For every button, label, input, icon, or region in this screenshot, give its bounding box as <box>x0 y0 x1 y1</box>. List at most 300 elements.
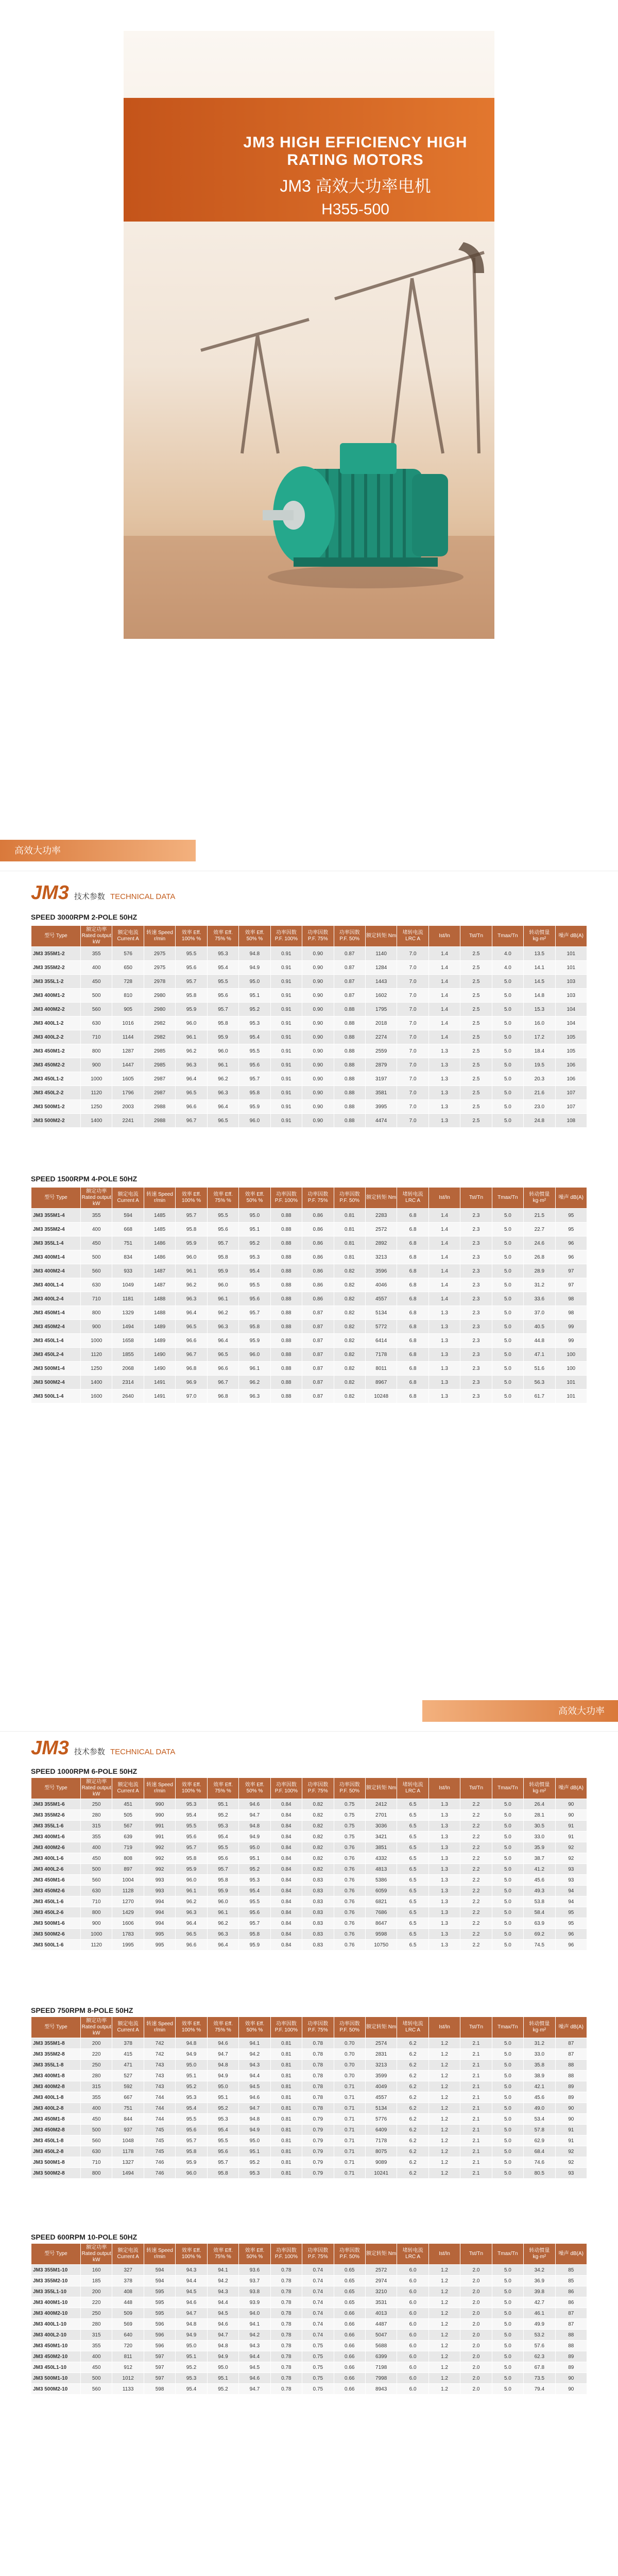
table-cell: 95.0 <box>239 975 270 989</box>
table-row <box>31 989 587 1003</box>
table-cell: 6.8 <box>397 1292 428 1306</box>
tech-table-10pole <box>31 2243 587 2395</box>
table-cell: 0.78 <box>270 2362 302 2373</box>
table-cell: 94.3 <box>176 2265 207 2276</box>
table-cell: 994 <box>144 1896 175 1907</box>
column-header: 额定转矩 Nm <box>365 926 397 947</box>
table-cell: 1000 <box>81 1334 112 1348</box>
table-cell: 24.6 <box>524 1236 555 1250</box>
table-cell: 5.0 <box>492 2071 523 2081</box>
table-cell: JM3 450L2-4 <box>31 1348 81 1362</box>
table-cell: 0.78 <box>302 2049 334 2060</box>
table-cell: 746 <box>144 2157 175 2168</box>
table-cell: 1400 <box>81 1376 112 1389</box>
table-cell: 0.88 <box>334 1003 365 1016</box>
table-cell: 7.0 <box>397 1003 428 1016</box>
table-cell: 57.8 <box>524 2125 555 2136</box>
table-cell: 594 <box>112 1209 144 1223</box>
table-cell: 95.2 <box>176 2081 207 2092</box>
table-cell: 0.81 <box>270 2114 302 2125</box>
table-cell: 0.88 <box>270 1334 302 1348</box>
table-cell: 1.2 <box>428 2157 460 2168</box>
hero-title-cn: JM3 高效大功率电机 <box>280 177 431 195</box>
table-cell: 6.2 <box>397 2060 428 2071</box>
table-cell: 1490 <box>144 1348 175 1362</box>
table-cell: 105 <box>555 1044 587 1058</box>
table-cell: 0.78 <box>270 2265 302 2276</box>
table-row <box>31 2341 587 2351</box>
table-cell: JM3 500M1-2 <box>31 1100 81 1114</box>
table-row <box>31 1864 587 1875</box>
table-cell: JM3 500M1-4 <box>31 1362 81 1376</box>
table-cell: JM3 355M1-4 <box>31 1209 81 1223</box>
table-cell: 94.8 <box>207 2060 238 2071</box>
table-cell: 5.0 <box>492 2319 523 2330</box>
table-cell: 0.88 <box>334 1100 365 1114</box>
table-cell: 96.5 <box>207 1114 238 1128</box>
table-cell: 5.0 <box>492 2049 523 2060</box>
table-cell: 1.2 <box>428 2276 460 2286</box>
table-cell: 2412 <box>365 1799 397 1810</box>
table-cell: 1.3 <box>428 1334 460 1348</box>
table-row <box>31 1348 587 1362</box>
table-cell: JM3 400L1-2 <box>31 1016 81 1030</box>
column-header: 堵转电流 LRC A <box>397 1778 428 1799</box>
table-cell: 2.2 <box>460 1907 492 1918</box>
column-header: Ist/In <box>428 1778 460 1799</box>
table-cell: 990 <box>144 1799 175 1810</box>
table-cell: 745 <box>144 2125 175 2136</box>
hero-title-en: JM3 HIGH EFFICIENCY HIGH RATING MOTORS <box>243 134 468 168</box>
table-cell: 1270 <box>112 1896 144 1907</box>
table-cell: 400 <box>81 1842 112 1853</box>
table-cell: 96.1 <box>207 1058 238 1072</box>
table-cell: 6.0 <box>397 2297 428 2308</box>
table-cell: 0.82 <box>334 1389 365 1403</box>
table-cell: 95.3 <box>239 1250 270 1264</box>
table-cell: 710 <box>81 1292 112 1306</box>
table-cell: 92 <box>555 1853 587 1864</box>
table-cell: 1120 <box>81 1940 112 1951</box>
column-header: Tst/Tn <box>460 2244 492 2265</box>
column-header: 效率 Eff. 100% % <box>176 1188 207 1209</box>
table-cell: JM3 400L1-4 <box>31 1278 81 1292</box>
column-header: 效率 Eff. 75% % <box>207 2244 238 2265</box>
table-cell: 96.3 <box>207 1086 238 1100</box>
table-cell: 7.0 <box>397 1072 428 1086</box>
table-cell: 14.8 <box>524 989 555 1003</box>
table-cell: 107 <box>555 1100 587 1114</box>
table-cell: 1.3 <box>428 1114 460 1128</box>
table-cell: 5134 <box>365 1306 397 1320</box>
table-cell: 87 <box>555 2038 587 2049</box>
table-cell: 1128 <box>112 1886 144 1896</box>
table-cell: 44.8 <box>524 1334 555 1348</box>
table-cell: 500 <box>81 2125 112 2136</box>
table-cell: 5.0 <box>492 2092 523 2103</box>
speed-label-e: SPEED 600RPM 10-POLE 50HZ <box>31 2233 138 2241</box>
table-cell: 6.5 <box>397 1886 428 1896</box>
table-cell: 742 <box>144 2038 175 2049</box>
table-cell: 7.0 <box>397 1058 428 1072</box>
table-cell: 742 <box>144 2049 175 2060</box>
table-cell: JM3 400M1-6 <box>31 1832 81 1842</box>
column-header: 效率 Eff. 100% % <box>176 2244 207 2265</box>
table-cell: 6.5 <box>397 1896 428 1907</box>
table-cell: 0.65 <box>334 2297 365 2308</box>
table-cell: 95.7 <box>239 1306 270 1320</box>
table-cell: 1.3 <box>428 1918 460 1929</box>
table-cell: JM3 450M2-10 <box>31 2351 81 2362</box>
column-header: 型号 Type <box>31 926 81 947</box>
table-cell: JM3 450M2-4 <box>31 1320 81 1334</box>
table-cell: 500 <box>81 1864 112 1875</box>
column-header: 效率 Eff. 75% % <box>207 926 238 947</box>
table-cell: 0.74 <box>302 2265 334 2276</box>
table-cell: 0.74 <box>302 2286 334 2297</box>
table-cell: 2.0 <box>460 2276 492 2286</box>
table-cell: 96.1 <box>207 1907 238 1918</box>
table-cell: 250 <box>81 2308 112 2319</box>
table-cell: 5.0 <box>492 1842 523 1853</box>
table-cell: 94.1 <box>207 2265 238 2276</box>
table-cell: 1488 <box>144 1306 175 1320</box>
table-cell: 2.5 <box>460 1100 492 1114</box>
table-cell: JM3 355M2-6 <box>31 1810 81 1821</box>
table-cell: 95.8 <box>207 1875 238 1886</box>
table-cell: 6.0 <box>397 2341 428 2351</box>
table-cell: JM3 450L1-2 <box>31 1072 81 1086</box>
table-row <box>31 2146 587 2157</box>
table-cell: 595 <box>144 2308 175 2319</box>
table-cell: 95.1 <box>176 2351 207 2362</box>
table-cell: 5.0 <box>492 2297 523 2308</box>
table-cell: 1.2 <box>428 2136 460 2146</box>
brand-en: TECHNICAL DATA <box>110 1748 176 1756</box>
table-cell: 1120 <box>81 1348 112 1362</box>
table-cell: 94.2 <box>239 2330 270 2341</box>
table-cell: 8647 <box>365 1918 397 1929</box>
table-cell: 40.5 <box>524 1320 555 1334</box>
table-cell: 0.90 <box>302 1072 334 1086</box>
table-cell: 1.3 <box>428 1799 460 1810</box>
table-cell: 90 <box>555 2373 587 2384</box>
table-cell: 1120 <box>81 1086 112 1100</box>
table-cell: 1.4 <box>428 1003 460 1016</box>
table-cell: 0.84 <box>270 1940 302 1951</box>
table-cell: 96.0 <box>239 1114 270 1128</box>
table-cell: 42.1 <box>524 2081 555 2092</box>
table-cell: 811 <box>112 2351 144 2362</box>
column-header: 效率 Eff. 50% % <box>239 1188 270 1209</box>
table-cell: 95.6 <box>176 2125 207 2136</box>
table-row <box>31 1058 587 1072</box>
table-cell: 0.76 <box>334 1940 365 1951</box>
table-cell: 0.82 <box>334 1292 365 1306</box>
table-cell: 5.0 <box>492 1100 523 1114</box>
table-cell: 94.5 <box>239 2081 270 2092</box>
table-cell: 6.8 <box>397 1278 428 1292</box>
table-row <box>31 2125 587 2136</box>
table-cell: 650 <box>112 961 144 975</box>
table-cell: 95.5 <box>239 1896 270 1907</box>
table-cell: 0.84 <box>270 1810 302 1821</box>
table-cell: 1.2 <box>428 2060 460 2071</box>
column-header: 转速 Speed r/min <box>144 926 175 947</box>
table-cell: 1.2 <box>428 2071 460 2081</box>
table-cell: 95.5 <box>176 1821 207 1832</box>
table-cell: 560 <box>81 2384 112 2395</box>
table-cell: 0.88 <box>270 1376 302 1389</box>
table-cell: 96.5 <box>176 1929 207 1940</box>
column-header: Ist/In <box>428 926 460 947</box>
table-cell: 630 <box>81 1016 112 1030</box>
table-cell: 93.9 <box>239 2297 270 2308</box>
table-cell: 1489 <box>144 1334 175 1348</box>
table-cell: 595 <box>144 2286 175 2297</box>
table-cell: 95.8 <box>176 989 207 1003</box>
table-cell: 1016 <box>112 1016 144 1030</box>
table-cell: 2283 <box>365 1209 397 1223</box>
table-cell: 2.3 <box>460 1376 492 1389</box>
table-cell: 2.5 <box>460 1030 492 1044</box>
table-cell: 0.86 <box>302 1250 334 1264</box>
table-cell: 2018 <box>365 1016 397 1030</box>
table-cell: 1.2 <box>428 2319 460 2330</box>
table-cell: 7.0 <box>397 1086 428 1100</box>
table-cell: 5.0 <box>492 1907 523 1918</box>
table-cell: 49.9 <box>524 2319 555 2330</box>
table-cell: 2572 <box>365 1223 397 1236</box>
table-row <box>31 2276 587 2286</box>
table-cell: 1287 <box>112 1044 144 1058</box>
table-cell: 2.3 <box>460 1278 492 1292</box>
table-row <box>31 2157 587 2168</box>
table-cell: 280 <box>81 2071 112 2081</box>
table-cell: 744 <box>144 2103 175 2114</box>
table-cell: 745 <box>144 2146 175 2157</box>
table-cell: 87 <box>555 2049 587 2060</box>
table-cell: 378 <box>112 2038 144 2049</box>
table-cell: 95.3 <box>207 2114 238 2125</box>
table-cell: 744 <box>144 2092 175 2103</box>
table-cell: 95.7 <box>176 1209 207 1223</box>
table-cell: 0.66 <box>334 2351 365 2362</box>
table-cell: 35.9 <box>524 1842 555 1853</box>
table-cell: 86 <box>555 2286 587 2297</box>
table-cell: 6.5 <box>397 1842 428 1853</box>
table-cell: 2.2 <box>460 1886 492 1896</box>
hero-panel <box>124 31 494 639</box>
table-cell: 448 <box>112 2297 144 2308</box>
table-cell: 5.0 <box>492 1058 523 1072</box>
table-cell: 98 <box>555 1306 587 1320</box>
table-cell: 810 <box>112 989 144 1003</box>
table-cell: 355 <box>81 1832 112 1842</box>
table-cell: 576 <box>112 947 144 961</box>
table-cell: 0.76 <box>334 1918 365 1929</box>
table-cell: 597 <box>144 2351 175 2362</box>
table-cell: 5.0 <box>492 2103 523 2114</box>
table-cell: 2.2 <box>460 1940 492 1951</box>
table-cell: 95.4 <box>207 961 238 975</box>
column-header: Tmax/Tn <box>492 2244 523 2265</box>
table-cell: 355 <box>81 947 112 961</box>
table-cell: 2978 <box>144 975 175 989</box>
table-cell: 0.66 <box>334 2308 365 2319</box>
column-header: 型号 Type <box>31 1778 81 1799</box>
table-cell: 1.4 <box>428 947 460 961</box>
table-cell: 800 <box>81 2168 112 2179</box>
table-cell: 26.4 <box>524 1799 555 1810</box>
table-cell: 2.5 <box>460 1016 492 1030</box>
table-row <box>31 1842 587 1853</box>
table-cell: 0.78 <box>270 2384 302 2395</box>
table-row <box>31 1292 587 1306</box>
table-cell: 744 <box>144 2114 175 2125</box>
table-cell: 0.87 <box>302 1362 334 1376</box>
table-cell: 2274 <box>365 1030 397 1044</box>
table-cell: 1487 <box>144 1264 175 1278</box>
table-cell: 94 <box>555 1886 587 1896</box>
table-cell: 96.7 <box>176 1348 207 1362</box>
table-cell: 96.4 <box>207 1100 238 1114</box>
table-row <box>31 1250 587 1264</box>
table-cell: 95.7 <box>239 1072 270 1086</box>
table-cell: 6.2 <box>397 2038 428 2049</box>
table-cell: 106 <box>555 1072 587 1086</box>
motor-illustration <box>258 422 474 598</box>
table-cell: 69.2 <box>524 1929 555 1940</box>
table-cell: 5.0 <box>492 2286 523 2297</box>
table-cell: 7.0 <box>397 961 428 975</box>
table-cell: JM3 400M1-4 <box>31 1250 81 1264</box>
table-cell: 88 <box>555 2071 587 2081</box>
table-row <box>31 1799 587 1810</box>
table-cell: JM3 450L1-8 <box>31 2136 81 2146</box>
table-cell: 49.3 <box>524 1886 555 1896</box>
table-cell: 5.0 <box>492 1114 523 1128</box>
column-header: Ist/In <box>428 1188 460 1209</box>
table-cell: 95.3 <box>207 1821 238 1832</box>
table-cell: 6.2 <box>397 2125 428 2136</box>
table-cell: 105 <box>555 1030 587 1044</box>
tech-table-8pole <box>31 2016 587 2179</box>
table-cell: 0.70 <box>334 2060 365 2071</box>
table-cell: 99 <box>555 1320 587 1334</box>
table-row <box>31 2351 587 2362</box>
table-cell: 743 <box>144 2081 175 2092</box>
table-cell: 94.9 <box>207 2071 238 2081</box>
table-cell: 0.82 <box>334 1362 365 1376</box>
table-cell: 90 <box>555 1799 587 1810</box>
table-cell: 0.81 <box>334 1209 365 1223</box>
table-cell: 2.0 <box>460 2373 492 2384</box>
table-cell: 0.76 <box>334 1875 365 1886</box>
table-cell: 2.0 <box>460 2384 492 2395</box>
table-cell: 95.1 <box>239 1853 270 1864</box>
table-cell: 2.1 <box>460 2103 492 2114</box>
table-row <box>31 1003 587 1016</box>
table-cell: 96.1 <box>176 1886 207 1896</box>
table-cell: 0.91 <box>270 1072 302 1086</box>
table-cell: 95.9 <box>176 1864 207 1875</box>
table-cell: 95.9 <box>176 1236 207 1250</box>
table-cell: 451 <box>112 1799 144 1810</box>
table-cell: 8967 <box>365 1376 397 1389</box>
table-cell: 96.8 <box>207 1389 238 1403</box>
table-cell: 96.0 <box>176 1016 207 1030</box>
table-cell: 630 <box>81 1278 112 1292</box>
table-cell: 95.1 <box>239 2146 270 2157</box>
table-cell: 0.82 <box>302 1853 334 1864</box>
table-cell: 7.0 <box>397 1114 428 1128</box>
table-cell: 6.0 <box>397 2351 428 2362</box>
table-cell: 0.70 <box>334 2071 365 2081</box>
table-cell: 6.0 <box>397 2373 428 2384</box>
table-cell: 0.79 <box>302 2125 334 2136</box>
table-cell: 0.79 <box>302 2114 334 2125</box>
column-header: 转动惯量 kg·m² <box>524 2244 555 2265</box>
table-cell: 0.88 <box>334 1016 365 1030</box>
table-cell: 0.91 <box>270 1114 302 1128</box>
table-cell: 2.1 <box>460 2136 492 2146</box>
table-cell: 5.0 <box>492 2384 523 2395</box>
table-cell: 0.87 <box>334 975 365 989</box>
table-cell: 28.1 <box>524 1810 555 1821</box>
table-cell: 21.6 <box>524 1086 555 1100</box>
table-cell: 24.8 <box>524 1114 555 1128</box>
table-cell: 2988 <box>144 1100 175 1114</box>
table-cell: 5.0 <box>492 1278 523 1292</box>
table-cell: 96 <box>555 1929 587 1940</box>
table-cell: 95.4 <box>239 1886 270 1896</box>
table-cell: 505 <box>112 1810 144 1821</box>
table-cell: JM3 355L1-8 <box>31 2060 81 2071</box>
column-header: 额定功率 Rated output kW <box>81 1188 112 1209</box>
column-header: 效率 Eff. 100% % <box>176 2017 207 2038</box>
table-cell: 2.5 <box>460 1086 492 1100</box>
table-cell: 4474 <box>365 1114 397 1128</box>
table-cell: 0.84 <box>270 1929 302 1940</box>
table-cell: 6.2 <box>397 2136 428 2146</box>
table-cell: 13.5 <box>524 947 555 961</box>
table-cell: 0.90 <box>302 961 334 975</box>
table-cell: 96.6 <box>176 1940 207 1951</box>
speed-label-a: SPEED 3000RPM 2-POLE 50HZ <box>31 913 138 921</box>
table-cell: 1.3 <box>428 1376 460 1389</box>
column-header: 功率因数 P.F. 100% <box>270 2244 302 2265</box>
table-cell: 6059 <box>365 1886 397 1896</box>
table-cell: 0.76 <box>334 1853 365 1864</box>
table-cell: 745 <box>144 2136 175 2146</box>
column-header: 型号 Type <box>31 2244 81 2265</box>
table-cell: JM3 450M2-8 <box>31 2125 81 2136</box>
column-header: 噪声 dB(A) <box>555 2017 587 2038</box>
table-cell: 1.2 <box>428 2114 460 2125</box>
table-cell: 2574 <box>365 2038 397 2049</box>
table-cell: 1178 <box>112 2146 144 2157</box>
table-cell: 3851 <box>365 1842 397 1853</box>
table-cell: 95.8 <box>207 1250 238 1264</box>
table-cell: 2.1 <box>460 2114 492 2125</box>
table-cell: 96.9 <box>176 1376 207 1389</box>
table-cell: 97 <box>555 1278 587 1292</box>
table-cell: 104 <box>555 1016 587 1030</box>
table-cell: JM3 400L1-8 <box>31 2092 81 2103</box>
table-cell: 0.90 <box>302 1003 334 1016</box>
table-cell: 7.0 <box>397 975 428 989</box>
